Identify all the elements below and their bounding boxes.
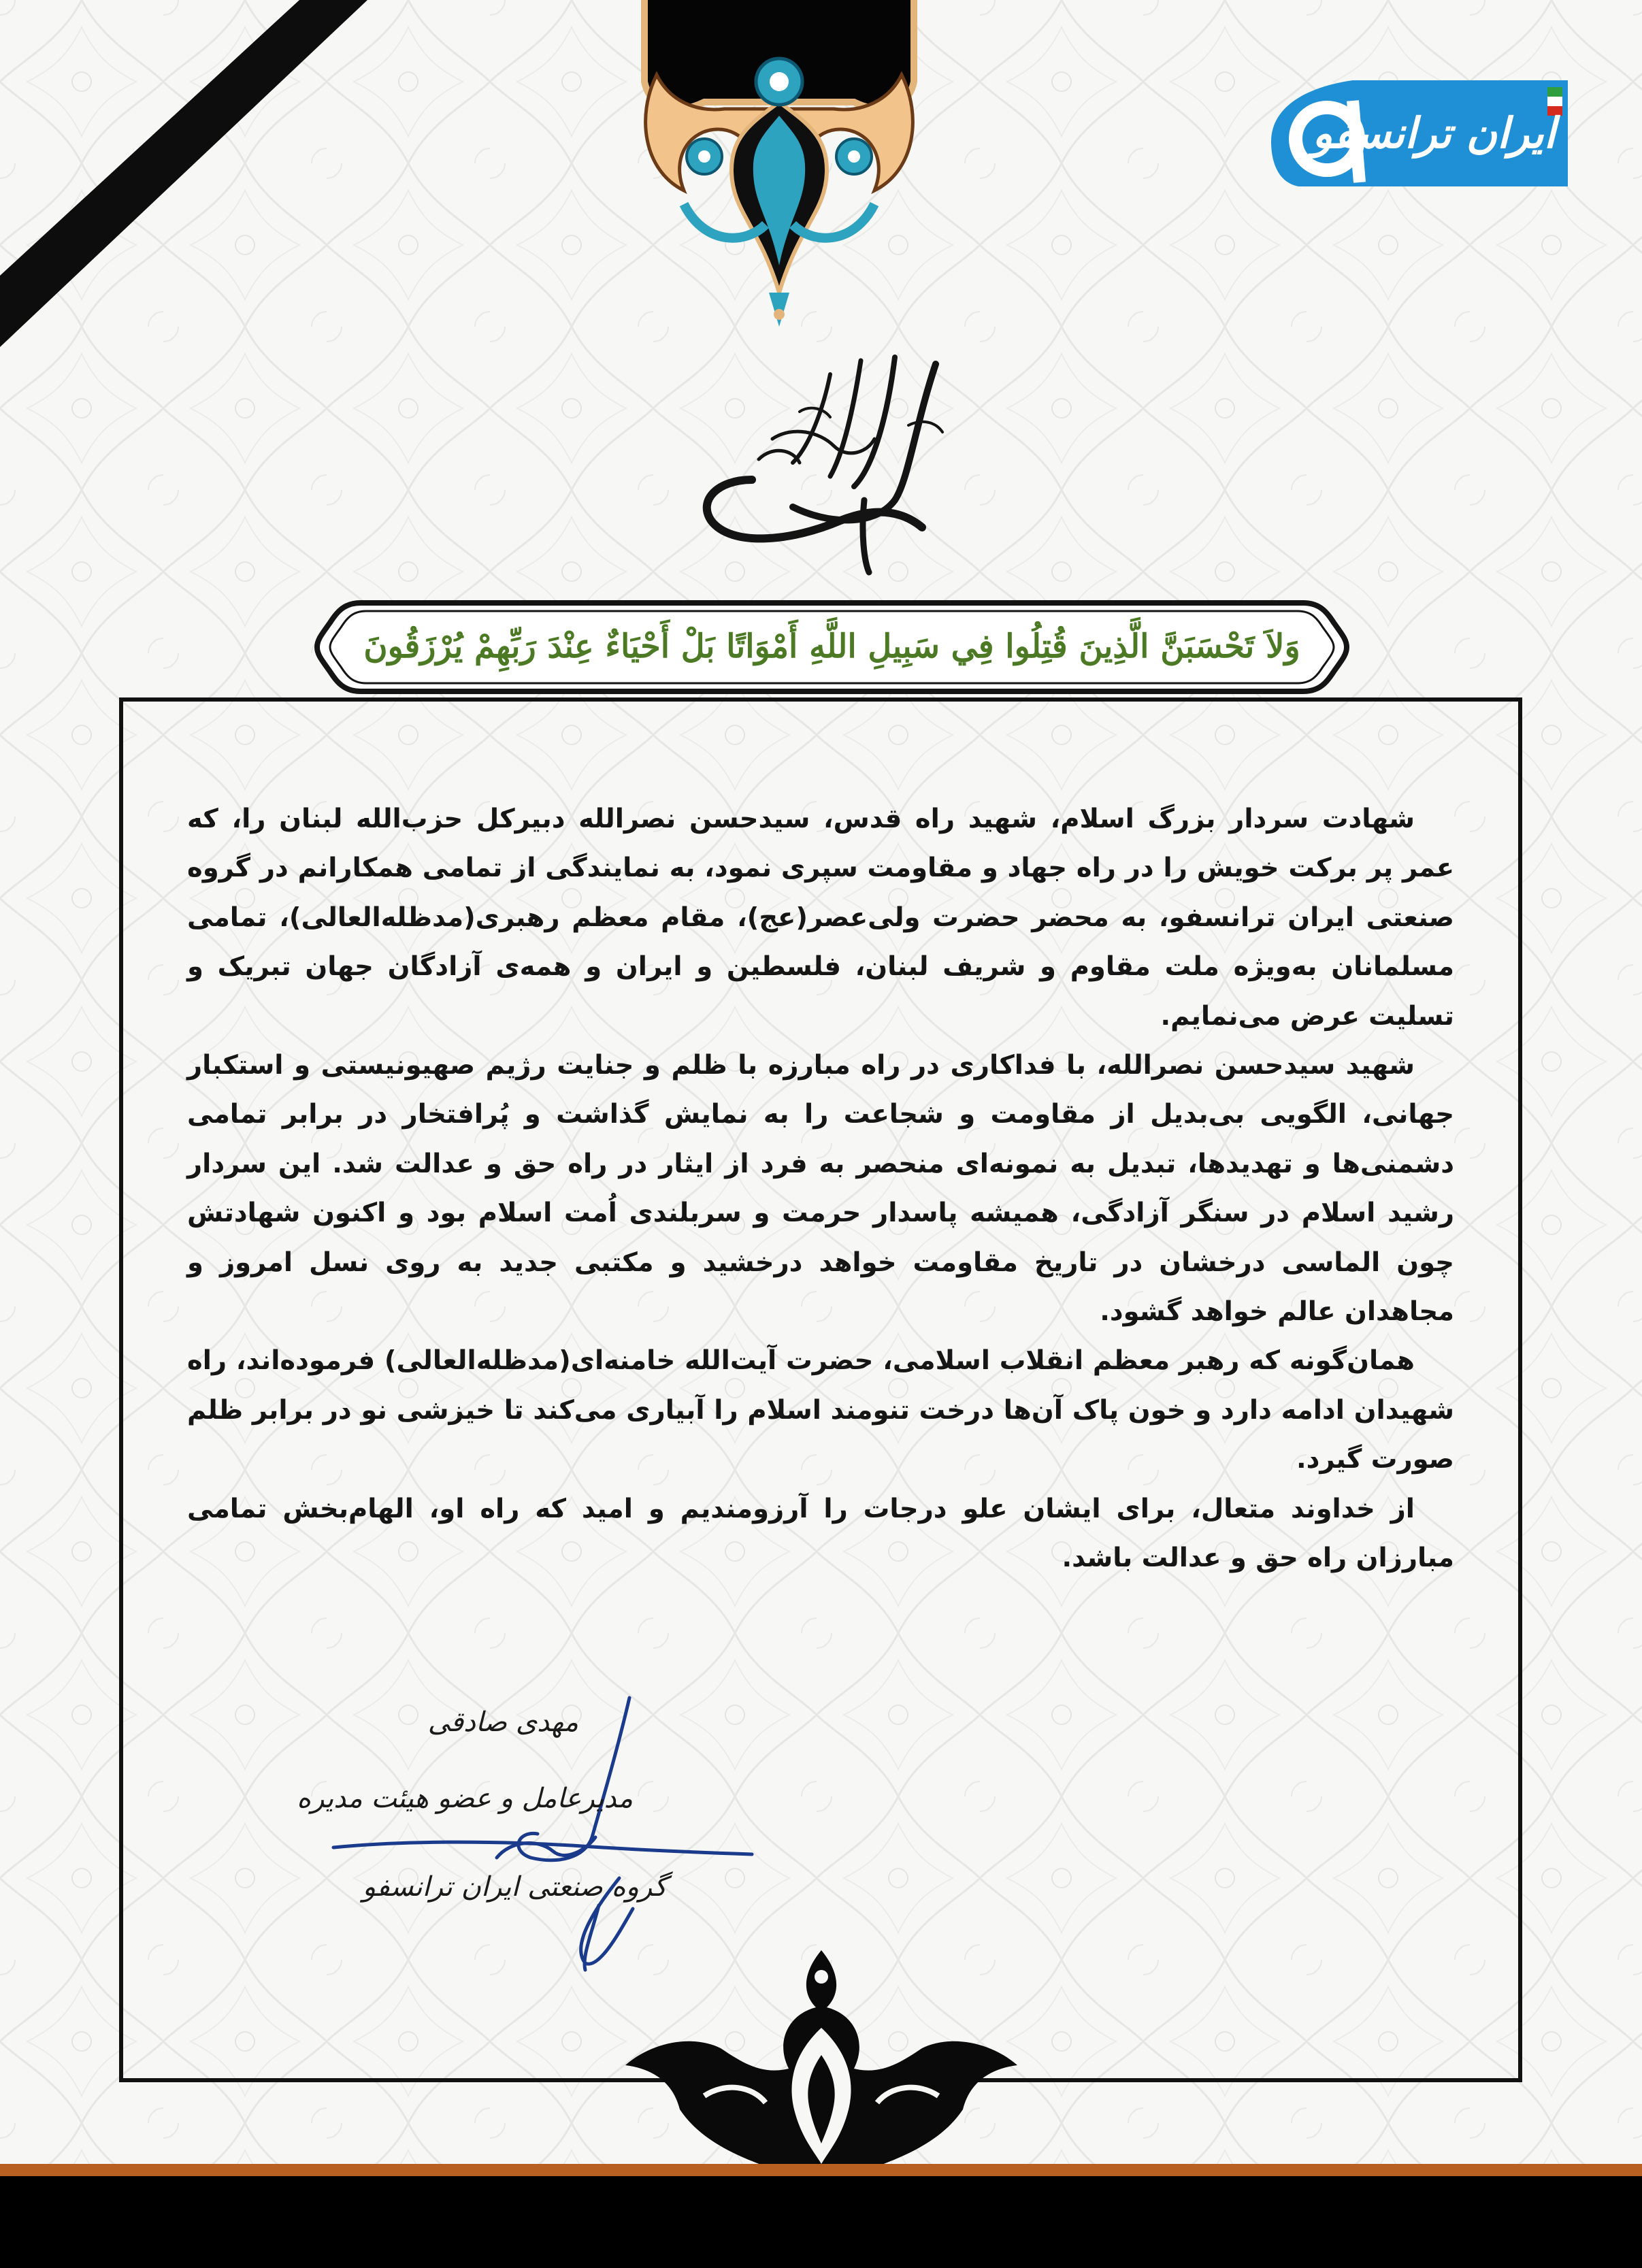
footer-bar	[0, 2176, 1642, 2268]
logo-text: ایران ترانسفو	[1312, 108, 1556, 158]
body-paragraph: شهید سیدحسن نصرالله، با فداکاری در راه مبارزه با ظلم و جنایت رژیم صهیونیستی و استکبار جهانی، الگویی بی‌بدیل از مقاومت و شجاعت را به نمایش گذاشت و پُرافتخار در برابر تمامی دشمنی‌ها و تهدیدها، تبدیل به نمونه‌ای منحصر به فرد از ایثار در راه حق و عدالت شد. این سردار رشید اسلام در سنگر آزادگی، همیشه پاسدار حرمت و سربلندی اُمت اسلام بود و اکنون شهادتش چون الماسی درخشان در تاریخ مقاومت خواهد درخشید و مکتبی جدید به روی نسل امروز و مجاهدان عالم خواهد گشود.	[187, 1050, 1454, 1328]
signatory-organization: گروه صنعتی ایران ترانسفو	[362, 1871, 667, 1903]
body-paragraph: شهادت سردار بزرگ اسلام، شهید راه قدس، سیدحسن نصرالله دبیرکل حزب‌الله لبنان را، که عمر پر برکت خویش را در راه جهاد و مقاومت سپری نمود، به نمایندگی از تمامی همکارانم در گروه صنعتی ایران ترانسفو، به محضر حضرت ولی‌عصر(عج)، مقام معظم رهبری(مدظله‌العالی)، تمامی مسلمانان به‌ویژه ملت مقاوم و شریف لبنان، فلسطین و ایران و همه‌ی آزادگان جهان تبریک و تسلیت عرض می‌نمایم.	[187, 804, 1454, 1032]
body-paragraph: همان‌گونه که رهبر معظم انقلاب اسلامی، حضرت آیت‌الله خامنه‌ای(مدظله‌العالی) فرموده‌اند، راه شهیدان ادامه دارد و خون پاک آن‌ها درخت تنومند اسلام را آبیاری می‌کند تا خیزشی نو در برابر ظلم صورت گیرد.	[187, 1345, 1454, 1475]
iran-transfo-logo	[1271, 80, 1568, 186]
letter-body	[187, 795, 1454, 1583]
signatory-title: مدیرعامل و عضو هیئت مدیره	[297, 1783, 633, 1814]
mourning-ribbon-icon	[0, 0, 381, 381]
footer-accent-bar	[0, 2164, 1642, 2176]
quran-verse: وَلاَ تَحْسَبَنَّ الَّذِينَ قُتِلُوا فِي سَبِيلِ اللَّهِ أَمْوَاتًا بَلْ أَحْيَاءٌ عِنْدَ رَبِّهِمْ يُرْزَقُونَ	[363, 627, 1300, 665]
bottom-ornament-icon	[609, 1946, 1034, 2177]
signature-block	[299, 1688, 776, 1987]
top-ornament-icon	[629, 0, 929, 333]
basmala-calligraphy-icon	[691, 344, 963, 575]
body-paragraph: از خداوند متعال، برای ایشان علو درجات را آرزومندیم و امید که راه او، الهام‌بخش تمامی مبارزان راه حق و عدالت باشد.	[187, 1493, 1454, 1574]
signatory-name: مهدی صادقی	[427, 1707, 578, 1738]
